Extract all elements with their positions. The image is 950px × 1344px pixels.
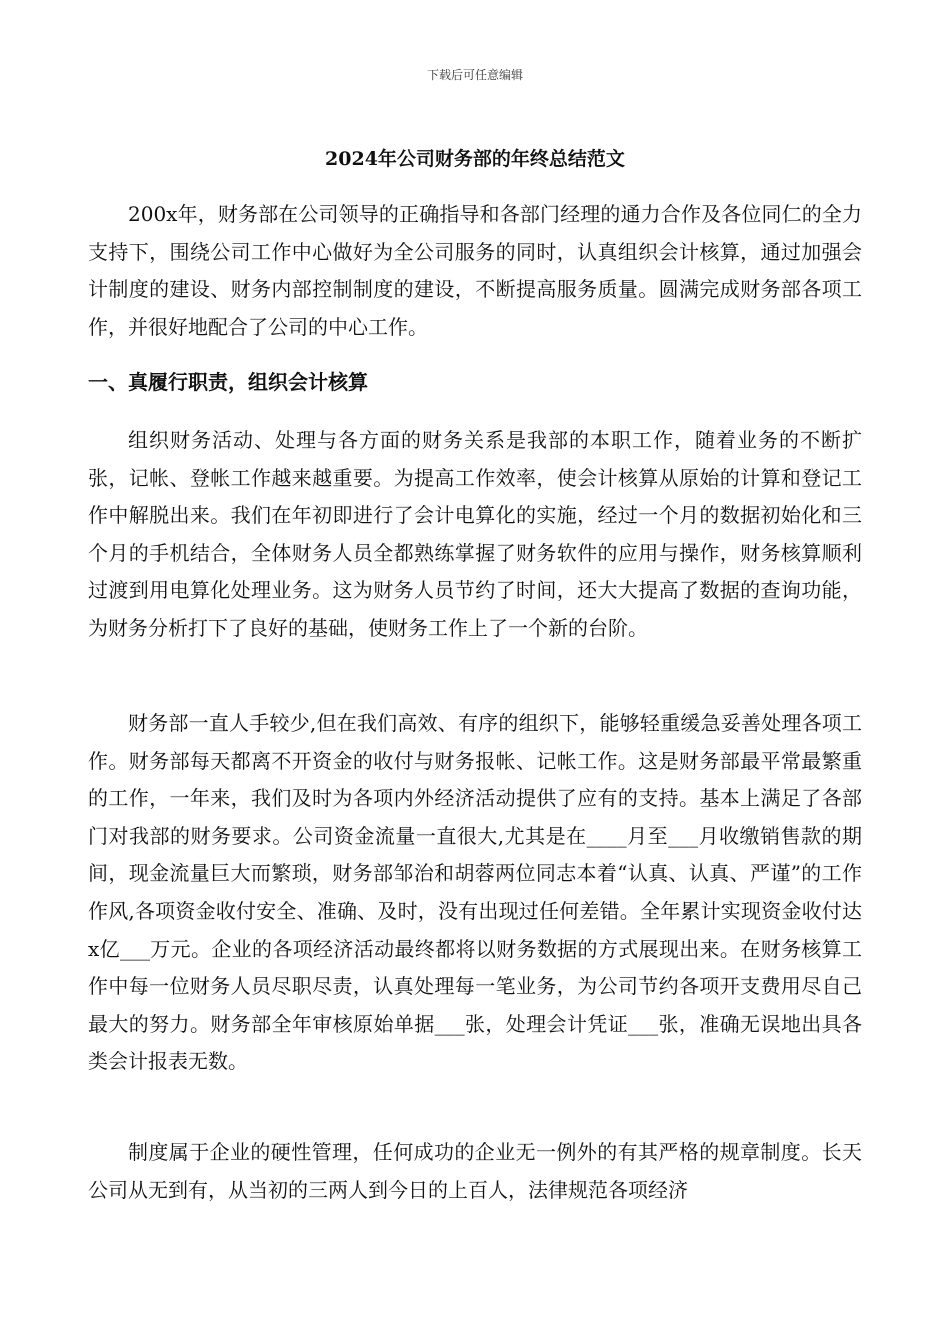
header-note: 下载后可任意编辑	[426, 68, 523, 82]
paragraph-funds: 财务部一直人手较少,但在我们高效、有序的组织下，能够轻重缓急妥善处理各项工作。财务部每天都离不开资金的收付与财务报帐、记帐工作。这是财务部最平常最繁重的工作，一年来，我们及时为各项内外经济活动提供了应有的支持。基本上满足了各部门对我部的财务要求。公司资金流量一直很大,尤其是在____月至___月收缴销售款的期间，现金流量巨大而繁琐，财务部邹治和胡蓉两位同志本着“认真、认真、严谨”的工作作风,各项资金收付安全、准确、及时，没有出现过任何差错。全年累计实现资金收付达x亿___万元。企业的各项经济活动最终都将以财务数据的方式展现出来。在财务核算工作中每一位财务人员尽职尽责，认真处理每一笔业务，为公司节约各项开支费用尽自己最大的努力。财务部全年审核原始单据___张，处理会计凭证___张，准确无误地出具各类会计报表无数。	[88, 711, 862, 1074]
paragraph-accounting: 组织财务活动、处理与各方面的财务关系是我部的本职工作，随着业务的不断扩张，记帐、登帐工作越来越重要。为提高工作效率，使会计核算从原始的计算和登记工作中解脱出来。我们在年初即进行了会计电算化的实施，经过一个月的数据初始化和三个月的手机结合，全体财务人员全都熟练掌握了财务软件的应用与操作，财务核算顺利过渡到用电算化处理业务。这为财务人员节约了时间，还大大提高了数据的查询功能，为财务分析打下了良好的基础，使财务工作上了一个新的台阶。	[88, 428, 862, 640]
paragraph-intro: 200x年，财务部在公司领导的正确指导和各部门经理的通力合作及各位同仁的全力支持下，围绕公司工作中心做好为全公司服务的同时，认真组织会计核算，通过加强会计制度的建设、财务内部控制制度的建设，不断提高服务质量。圆满完成财务部各项工作，并很好地配合了公司的中心工作。	[88, 202, 862, 339]
document-title: 2024年公司财务部的年终总结范文	[325, 148, 625, 170]
section-heading: 一、真履行职责，组织会计核算	[88, 370, 368, 394]
paragraph-rules: 制度属于企业的硬性管理，任何成功的企业无一例外的有其严格的规章制度。长天公司从无到有，从当初的三两人到今日的上百人，法律规范各项经济	[88, 1140, 862, 1202]
